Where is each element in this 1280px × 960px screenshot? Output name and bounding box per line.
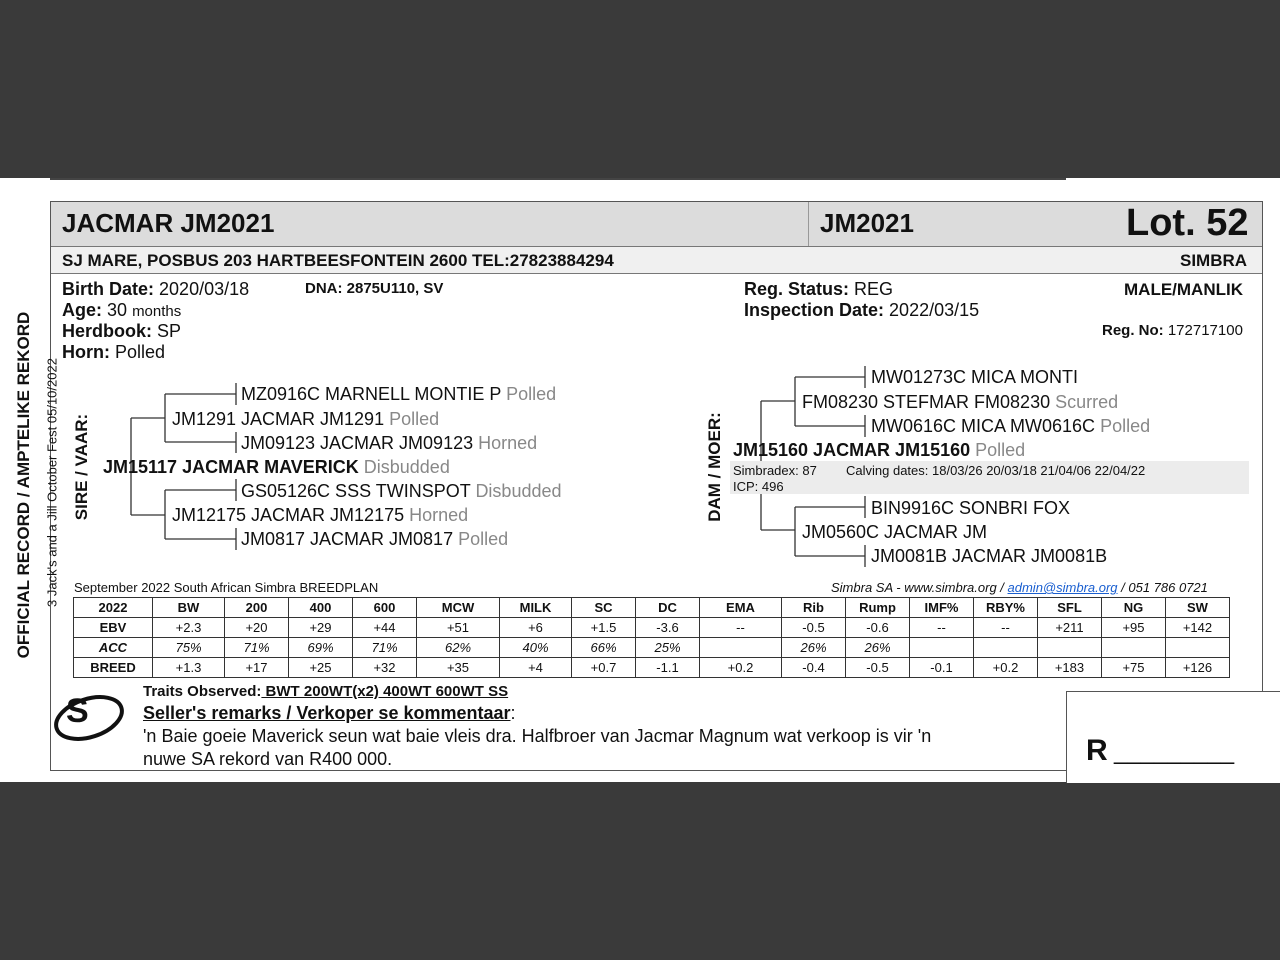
horn-value: Polled: [115, 342, 166, 362]
sire-dam-sire-horn: Disbudded: [475, 481, 562, 501]
sire-dam-name: JM12175 JACMAR JM12175: [172, 505, 405, 525]
reg-number-label: Reg. No:: [1102, 322, 1164, 339]
breedplan-cell: +1.5: [572, 618, 636, 638]
breedplan-cell: [974, 638, 1038, 658]
breedplan-header: RBY%: [974, 598, 1038, 618]
breedplan-cell: [1102, 638, 1166, 658]
breedplan-cell: -0.5: [782, 618, 846, 638]
simbra-logo-letter: S: [66, 692, 89, 730]
breedplan-contact: [831, 580, 1208, 595]
animal-name: JACMAR JM2021: [62, 208, 275, 238]
sire-name: JM15117 JACMAR MAVERICK: [103, 457, 359, 477]
official-record-label: OFFICIAL RECORD / AMPTELIKE REKORD: [14, 311, 33, 659]
event-label: 3 Jack's and a Jill October Fest 05/10/2022: [44, 358, 60, 607]
inspection-date-value: 2022/03/15: [889, 300, 980, 320]
lot-number: Lot. 52: [1126, 202, 1249, 244]
breedplan-cell: +0.7: [572, 658, 636, 678]
breedplan-cell: --: [910, 618, 974, 638]
breedplan-cell: +142: [1166, 618, 1230, 638]
breedplan-cell: -0.6: [846, 618, 910, 638]
breedplan-header: 400: [289, 598, 353, 618]
breedplan-header: Rib: [782, 598, 846, 618]
age-value: 30: [107, 300, 128, 320]
dam-sire-horn: Scurred: [1055, 392, 1119, 412]
price-currency: R: [1086, 734, 1108, 767]
breedplan-cell: 75%: [153, 638, 225, 658]
birth-date-label: Birth Date:: [62, 279, 155, 299]
breedplan-cell: +0.2: [974, 658, 1038, 678]
breedplan-cell: +6: [500, 618, 572, 638]
breedplan-header: EMA: [700, 598, 782, 618]
breedplan-email-link[interactable]: admin@simbra.org: [1007, 580, 1118, 595]
sire-dam-sire: [241, 481, 562, 502]
breedplan-cell: [1038, 638, 1102, 658]
dam-sire-dam-horn: Polled: [1100, 416, 1151, 436]
traits-observed: [143, 683, 508, 700]
horn-label: Horn:: [62, 342, 110, 362]
breedplan-cell: -1.1: [636, 658, 700, 678]
breedplan-cell: +4: [500, 658, 572, 678]
breedplan-cell: -0.1: [910, 658, 974, 678]
remarks-heading: [143, 703, 516, 724]
breedplan-header: BW: [153, 598, 225, 618]
sire-label: SIRE / VAAR:: [72, 413, 91, 521]
breedplan-cell: 66%: [572, 638, 636, 658]
breedplan-cell: -0.5: [846, 658, 910, 678]
breedplan-cell: BREED: [74, 658, 153, 678]
breedplan-cell: 26%: [846, 638, 910, 658]
breedplan-contact-suffix: / 051 786 0721: [1117, 580, 1208, 595]
sire-sire-name: JM1291 JACMAR JM1291: [172, 409, 385, 429]
breedplan-contact-prefix: Simbra SA - www.simbra.org /: [831, 580, 1008, 595]
breedplan-cell: -3.6: [636, 618, 700, 638]
reg-status-label: Reg. Status:: [744, 279, 850, 299]
age-label: Age:: [62, 300, 102, 320]
breedplan-cell: 71%: [353, 638, 417, 658]
herdbook-value: SP: [157, 321, 182, 341]
dna-info: DNA: 2875U110, SV: [305, 280, 444, 297]
dam-simbradex: Simbradex: 87: [733, 463, 817, 478]
breedplan-cell: ACC: [74, 638, 153, 658]
price-blank[interactable]: _________: [1114, 738, 1235, 765]
breedplan-row-ebv: [74, 618, 1230, 638]
remarks-label: Seller's remarks / Verkoper se kommentaar: [143, 703, 511, 723]
breedplan-header: DC: [636, 598, 700, 618]
sire-horn: Disbudded: [363, 457, 450, 477]
sire-sire-sire-name: MZ0916C MARNELL MONTIE P: [241, 384, 502, 404]
breedplan-cell: -0.4: [782, 658, 846, 678]
breedplan-header: SC: [572, 598, 636, 618]
traits-value: BWT 200WT(x2) 400WT 600WT SS: [261, 683, 509, 700]
dam-calving-dates: Calving dates: 18/03/26 20/03/18 21/04/06 22/04/22: [846, 463, 1146, 478]
dam-sire-dam: [871, 416, 1150, 437]
dam-dam-sire: BIN9916C SONBRI FOX: [871, 498, 1071, 518]
breedplan-header: MCW: [417, 598, 500, 618]
dam-name: JM15160 JACMAR JM15160: [733, 440, 971, 460]
sire-sire-sire-horn: Polled: [506, 384, 557, 404]
breedplan-header: 600: [353, 598, 417, 618]
dam-sire: [802, 392, 1118, 413]
sire-dam-dam-name: JM0817 JACMAR JM0817: [241, 529, 454, 549]
breedplan-header: SFL: [1038, 598, 1102, 618]
breedplan-cell: [910, 638, 974, 658]
traits-label: Traits Observed:: [143, 683, 262, 700]
sire-sire-sire: [241, 384, 556, 405]
breedplan-cell: +2.3: [153, 618, 225, 638]
breedplan-row-breed: [74, 658, 1230, 678]
breedplan-cell: +17: [225, 658, 289, 678]
breedplan-caption: September 2022 South African Simbra BREEDPLAN: [74, 580, 379, 595]
breedplan-cell: +32: [353, 658, 417, 678]
sire-dam: [172, 505, 468, 526]
breedplan-header: IMF%: [910, 598, 974, 618]
age-unit: months: [132, 303, 182, 320]
sire: [103, 457, 450, 478]
breed-name: SIMBRA: [1180, 251, 1248, 270]
breedplan-header: Rump: [846, 598, 910, 618]
breedplan-header: MILK: [500, 598, 572, 618]
breedplan-header: NG: [1102, 598, 1166, 618]
dam-icp: ICP: 496: [733, 479, 784, 494]
breedplan-cell: EBV: [74, 618, 153, 638]
breedplan-cell: +20: [225, 618, 289, 638]
dam: [733, 440, 1025, 461]
breedplan-header-row: [74, 598, 1230, 618]
breedplan-cell: +51: [417, 618, 500, 638]
breedplan-cell: +95: [1102, 618, 1166, 638]
sire-sire-dam-horn: Horned: [478, 433, 538, 453]
reg-status-value: REG: [854, 279, 894, 299]
breedplan-cell: [1166, 638, 1230, 658]
breedplan-cell: +183: [1038, 658, 1102, 678]
sire-dam-dam: [241, 529, 508, 550]
breedplan-header: 2022: [74, 598, 153, 618]
sire-sire-dam-name: JM09123 JACMAR JM09123: [241, 433, 474, 453]
breedplan-cell: --: [700, 618, 782, 638]
sex: MALE/MANLIK: [1124, 280, 1243, 299]
sire-sire-dam: [241, 433, 537, 454]
breedplan-cell: +35: [417, 658, 500, 678]
herdbook-label: Herdbook:: [62, 321, 152, 341]
breedplan-cell: 71%: [225, 638, 289, 658]
remarks-line-2: nuwe SA rekord van R400 000.: [143, 749, 393, 769]
breedplan-cell: 25%: [636, 638, 700, 658]
breedplan-row-acc: [74, 638, 1230, 658]
breedplan-header: 200: [225, 598, 289, 618]
breedplan-cell: +0.2: [700, 658, 782, 678]
breedplan-cell: 40%: [500, 638, 572, 658]
sire-dam-dam-horn: Polled: [458, 529, 509, 549]
dam-sire-dam-name: MW0616C MICA MW0616C: [871, 416, 1096, 436]
dam-dam: JM0560C JACMAR JM: [802, 522, 988, 542]
breedplan-cell: +75: [1102, 658, 1166, 678]
breedplan-cell: +25: [289, 658, 353, 678]
breedplan-cell: +211: [1038, 618, 1102, 638]
dam-horn: Polled: [975, 440, 1026, 460]
dam-label: DAM / MOER:: [705, 412, 724, 522]
remarks-colon: :: [510, 703, 516, 723]
sire-dam-horn: Horned: [409, 505, 469, 525]
sire-sire: [172, 409, 439, 430]
remarks-line-1: 'n Baie goeie Maverick seun wat baie vleis dra. Halfbroer van Jacmar Magnum wat verkoop is vir 'n: [143, 726, 932, 746]
dam-sire-name: FM08230 STEFMAR FM08230: [802, 392, 1051, 412]
owner-address: SJ MARE, POSBUS 203 HARTBEESFONTEIN 2600 TEL:27823884294: [62, 251, 614, 270]
animal-id: JM2021: [820, 208, 914, 238]
sire-dam-sire-name: GS05126C SSS TWINSPOT: [241, 481, 471, 501]
sire-sire-horn: Polled: [389, 409, 440, 429]
dam-dam-dam: JM0081B JACMAR JM0081B: [871, 546, 1108, 566]
breedplan-cell: +126: [1166, 658, 1230, 678]
breedplan-cell: [700, 638, 782, 658]
breedplan-cell: 62%: [417, 638, 500, 658]
breedplan-table: [73, 597, 1230, 678]
breedplan-header: SW: [1166, 598, 1230, 618]
inspection-date-label: Inspection Date:: [744, 300, 885, 320]
birth-date-value: 2020/03/18: [159, 279, 250, 299]
simbra-logo-icon: [50, 692, 130, 746]
breedplan-cell: +44: [353, 618, 417, 638]
breedplan-cell: 26%: [782, 638, 846, 658]
breedplan-cell: 69%: [289, 638, 353, 658]
breedplan-cell: +1.3: [153, 658, 225, 678]
breedplan-cell: +29: [289, 618, 353, 638]
breedplan-cell: --: [974, 618, 1038, 638]
dam-sire-sire: MW01273C MICA MONTI: [871, 367, 1079, 387]
reg-number-value: 172717100: [1167, 322, 1243, 339]
